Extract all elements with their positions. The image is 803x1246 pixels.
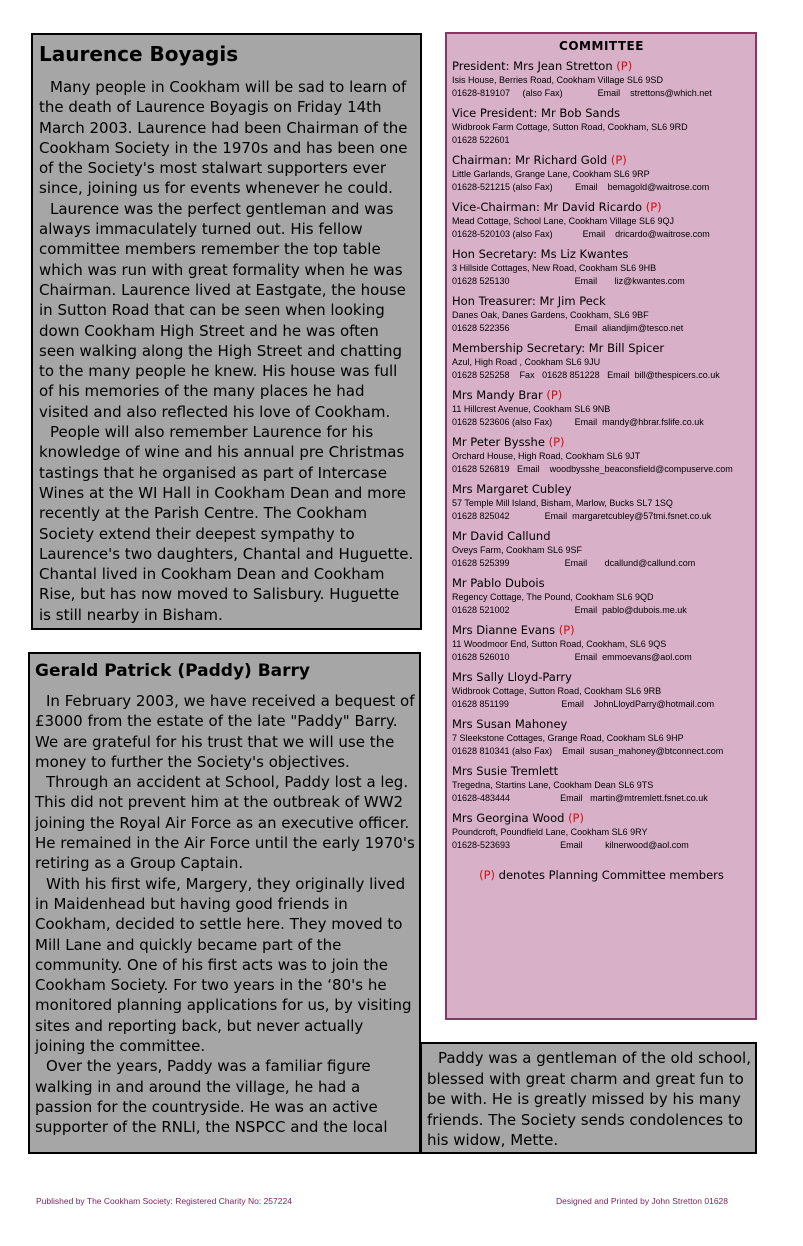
- member-name: Vice President: Mr Bob Sands: [452, 106, 621, 120]
- gerald-paragraph-1: In February 2003, we have received a bequest of £3000 from the estate of the late "Paddy" Barry. We are grateful for his trust that we will use the money to further the Society's objectives.: [35, 692, 415, 771]
- planning-legend: [452, 868, 751, 882]
- member-address: 7 Sleekstone Cottages, Grange Road, Cookham SL6 9HP: [452, 733, 684, 743]
- member-address: Widbrook Cottage, Sutton Road, Cookham SL6 9RB: [452, 686, 662, 696]
- member-address: Azul, High Road , Cookham SL6 9JU: [452, 357, 601, 367]
- committee-member: [452, 294, 751, 335]
- member-address: Tregedna, Startins Lane, Cookham Dean SL6 9TS: [452, 780, 654, 790]
- member-name: Mrs Mandy Brar (P): [452, 388, 563, 402]
- committee-member: [452, 482, 751, 523]
- committee-member: [452, 435, 751, 476]
- member-name: Chairman: Mr Richard Gold (P): [452, 153, 627, 167]
- member-address: Poundcroft, Poundfield Lane, Cookham SL6 9RY: [452, 827, 648, 837]
- gerald-continuation: [420, 1042, 757, 1154]
- gerald-title: Gerald Patrick (Paddy) Barry: [35, 661, 310, 681]
- footer-printer: Designed and Printed by John Stretton 01628: [556, 1196, 729, 1206]
- committee-member: [452, 59, 751, 100]
- committee-member: [452, 106, 751, 147]
- planning-marker: (P): [546, 388, 563, 402]
- gerald-article: [28, 652, 421, 1154]
- member-contact: 01628-819107 (also Fax) Email strettons@which.net: [452, 88, 712, 98]
- planning-marker: (P): [610, 153, 627, 167]
- member-address: Danes Oak, Danes Gardens, Cookham, SL6 9BF: [452, 310, 649, 320]
- member-contact: 01628 526819 Email woodbysshe_beaconsfield@compuserve.com: [452, 464, 733, 474]
- committee-panel: [445, 32, 757, 1020]
- member-contact: 01628-520103 (also Fax) Email dricardo@waitrose.com: [452, 229, 710, 239]
- member-name: Mrs Susan Mahoney: [452, 717, 568, 731]
- member-contact: 01628-521215 (also Fax) Email bemagold@waitrose.com: [452, 182, 710, 192]
- member-contact: 01628 525399 Email dcallund@callund.com: [452, 558, 696, 568]
- member-address: Widbrook Farm Cottage, Sutton Road, Cookham, SL6 9RD: [452, 122, 688, 132]
- member-contact: 01628 522356 Email aliandjim@tesco.net: [452, 323, 684, 333]
- member-contact: 01628 525130 Email liz@kwantes.com: [452, 276, 685, 286]
- laurence-paragraph-2: Laurence was the perfect gentleman and was always immaculately turned out. His fellow committee members remember the top table which was run with great formality when he was Chairman. Laurence lived at Eastgate, the house in Sutton Road that can be seen when looking down Cookham High Street and he was often seen walking along the High Street and chatting to the many people he knew. His house was full of his memories of the many places he had visited and also reflected his love of Cookham.: [39, 199, 406, 421]
- member-contact: 01628 525258 Fax 01628 851228 Email bill@thespicers.co.uk: [452, 370, 720, 380]
- committee-member: [452, 576, 751, 617]
- member-address: 3 Hillside Cottages, New Road, Cookham SL6 9HB: [452, 263, 657, 273]
- member-address: Orchard House, High Road, Cookham SL6 9JT: [452, 451, 641, 461]
- member-name: Vice-Chairman: Mr David Ricardo (P): [452, 200, 662, 214]
- member-name: Mrs Margaret Cubley: [452, 482, 572, 496]
- member-contact: 01628 523606 (also Fax) Email mandy@hbrar.fslife.co.uk: [452, 417, 704, 427]
- committee-member: [452, 153, 751, 194]
- committee-heading: COMMITTEE: [559, 39, 644, 53]
- planning-marker: (P): [558, 623, 575, 637]
- planning-marker: (P): [645, 200, 662, 214]
- committee-member: [452, 341, 751, 382]
- member-name: Mrs Georgina Wood (P): [452, 811, 584, 825]
- member-contact: 01628 851199 Email JohnLloydParry@hotmail.com: [452, 699, 715, 709]
- committee-member: [452, 764, 751, 805]
- gerald-paragraph-3: With his first wife, Margery, they originally lived in Maidenhead but having good friends in Cookham, decided to settle here. They moved to Mill Lane and quickly became part of the community. One of his first acts was to join the Cookham Society. For two years in the ‘80's he monitored planning applications for us, by visiting sites and reporting back, but never actually joining the committee.: [35, 874, 412, 1056]
- committee-member: [452, 811, 751, 852]
- committee-member-list: [452, 59, 751, 852]
- member-name: Mr Pablo Dubois: [452, 576, 545, 590]
- gerald-paragraph-4: Over the years, Paddy was a familiar figure walking in and around the village, he had a passion for the countryside. He was an active supporter of the RNLI, the NSPCC and the local: [35, 1057, 388, 1137]
- member-name: Membership Secretary: Mr Bill Spicer: [452, 341, 665, 355]
- member-contact: 01628-523693 Email kilnerwood@aol.com: [452, 840, 689, 850]
- member-name: Mrs Sally Lloyd-Parry: [452, 670, 572, 684]
- member-address: 11 Woodmoor End, Sutton Road, Cookham, SL6 9QS: [452, 639, 667, 649]
- laurence-paragraph-3: People will also remember Laurence for his knowledge of wine and his annual pre Christmas tastings that he organised as part of Intercase Wines at the WI Hall in Cookham Dean and more recently at the Parish Centre. The Cookham Society extend their deepest sympathy to Laurence's two daughters, Chantal and Huguette. Chantal lived in Cookham Dean and Cookham Rise, but has now moved to Salisbury. Huguette is still nearby in Bisham.: [39, 423, 414, 624]
- member-address: 57 Temple Mill Island, Bisham, Marlow, Bucks SL7 1SQ: [452, 498, 673, 508]
- footer-publisher: Published by The Cookham Society: Registered Charity No: 257224: [36, 1196, 292, 1206]
- committee-member: [452, 388, 751, 429]
- member-contact: 01628-483444 Email martin@mtremlett.fsnet.co.uk: [452, 793, 708, 803]
- committee-member: [452, 670, 751, 711]
- member-address: Isis House, Berries Road, Cookham Village SL6 9SD: [452, 75, 663, 85]
- laurence-paragraph-1: Many people in Cookham will be sad to learn of the death of Laurence Boyagis on Friday 14th March 2003. Laurence had been Chairman of the Cookham Society in the 1970s and has been one of the Society's most stalwart supporters ever since, joining us for events whenever he could.: [39, 78, 408, 198]
- laurence-title: Laurence Boyagis: [39, 42, 239, 66]
- committee-member: [452, 200, 751, 241]
- committee-member: [452, 247, 751, 288]
- member-address: Little Garlands, Grange Lane, Cookham SL6 9RP: [452, 169, 650, 179]
- gerald-continuation-text: Paddy was a gentleman of the old school, blessed with great charm and great fun to be with. He is greatly missed by his many friends. The Society sends condolences to his widow, Mette.: [427, 1049, 751, 1149]
- member-contact: 01628 526010 Email emmoevans@aol.com: [452, 652, 692, 662]
- committee-member: [452, 529, 751, 570]
- committee-member: [452, 717, 751, 758]
- member-address: 11 Hillcrest Avenue, Cookham SL6 9NB: [452, 404, 611, 414]
- member-contact: 01628 825042 Email margaretcubley@57tmi.fsnet.co.uk: [452, 511, 712, 521]
- member-contact: 01628 521002 Email pablo@dubois.me.uk: [452, 605, 687, 615]
- laurence-article: [31, 33, 422, 630]
- member-address: Mead Cottage, School Lane, Cookham Village SL6 9QJ: [452, 216, 674, 226]
- planning-marker: (P): [568, 811, 584, 825]
- planning-legend-text: denotes Planning Committee members: [495, 868, 724, 882]
- member-address: Oveys Farm, Cookham SL6 9SF: [452, 545, 583, 555]
- member-contact: 01628 522601: [452, 135, 510, 145]
- committee-member: [452, 623, 751, 664]
- member-name: Mrs Susie Tremlett: [452, 764, 559, 778]
- gerald-paragraph-2: Through an accident at School, Paddy lost a leg. This did not prevent him at the outbreak of WW2 joining the Royal Air Force as an executive officer. He remained in the Air Force until the early 1970's retiring as a Group Captain.: [35, 773, 415, 873]
- member-name: Hon Treasurer: Mr Jim Peck: [452, 294, 606, 308]
- planning-marker: (P): [479, 868, 496, 882]
- member-name: Hon Secretary: Ms Liz Kwantes: [452, 247, 629, 261]
- member-name: Mr David Callund: [452, 529, 551, 543]
- planning-marker: (P): [616, 59, 633, 73]
- planning-marker: (P): [548, 435, 565, 449]
- member-name: President: Mrs Jean Stretton (P): [452, 59, 633, 73]
- member-name: Mr Peter Bysshe (P): [452, 435, 565, 449]
- member-address: Regency Cottage, The Pound, Cookham SL6 9QD: [452, 592, 654, 602]
- member-contact: 01628 810341 (also Fax) Email susan_mahoney@btconnect.com: [452, 746, 724, 756]
- member-name: Mrs Dianne Evans (P): [452, 623, 575, 637]
